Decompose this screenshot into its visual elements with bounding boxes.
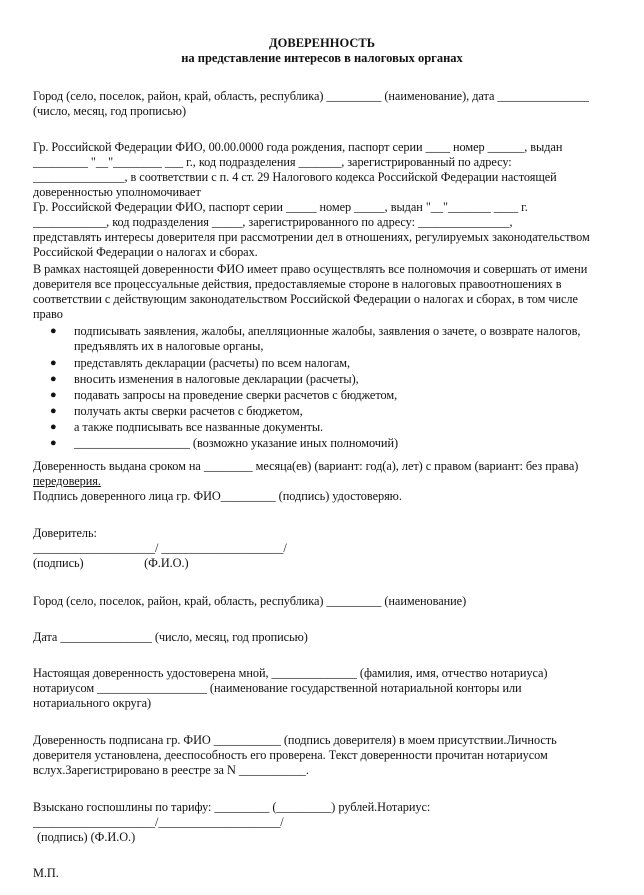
bullet-dot-icon: ● [50, 405, 57, 417]
grantor-captions: (подпись) (Ф.И.О.) [33, 556, 189, 570]
powers-line-1: В рамках настоящей доверенности ФИО имеет право осуществлять все полномочия и совершать от имени [33, 262, 588, 276]
intro-line-1: Город (село, поселок, район, край, область, республика) _________ (наименование), дата _______________ [33, 89, 589, 103]
grantor-signature-line: ____________________/ ____________________/ [33, 541, 287, 555]
signed-line-2: доверителя установлена, дееспособность его проверена. Текст доверенности прочитан нотариусом [33, 748, 548, 762]
seal-mark: М.П. [33, 866, 59, 880]
notary-signature-captions: (подпись) (Ф.И.О.) [37, 830, 136, 844]
bullet-dot-icon: ● [50, 325, 57, 337]
grantor-label: Доверитель: [33, 526, 97, 540]
bullet-dot-icon: ● [50, 437, 57, 449]
notary-city-line: Город (село, поселок, район, край, область, республика) _________ (наименование) [33, 594, 467, 608]
bullet-dot-icon: ● [50, 373, 57, 385]
intro-line-2: (число, месяц, год прописью) [33, 104, 186, 118]
principal-line-3: _______________, в соответствии с п. 4 ст. 29 Налогового кодекса Российской Федерации настоящей [33, 170, 557, 184]
agent-line-1: Гр. Российской Федерации ФИО, паспорт серии _____ номер _____, выдан "__"_______ ____ г. [33, 200, 528, 214]
powers-line-3: соответствии с действующим законодательством Российской Федерации о налогах и сборах, в том числе [33, 292, 578, 306]
bullet-item-3: вносить изменения в налоговые декларации (расчеты), [74, 372, 359, 386]
bullet-item-1a: подписывать заявления, жалобы, апелляционные жалобы, заявления о зачете, о возврате налогов, [74, 324, 581, 338]
notary-date-line: Дата _______________ (число, месяц, год прописью) [33, 630, 308, 644]
bullet-dot-icon: ● [50, 421, 57, 433]
bullet-item-7: ___________________ (возможно указание иных полномочий) [74, 436, 399, 450]
certified-line-1: Настоящая доверенность удостоверена мной, ______________ (фамилия, имя, отчество нотариуса) [33, 666, 548, 680]
bullet-item-5: получать акты сверки расчетов с бюджетом, [74, 404, 303, 418]
signed-line-1: Доверенность подписана гр. ФИО ___________ (подпись доверителя) в моем присутствии.Личность [33, 733, 557, 747]
bullet-dot-icon: ● [50, 357, 57, 369]
agent-line-4: Российской Федерации о налогах и сборах. [33, 245, 258, 259]
principal-line-2: _________ "__"________ ___ г., код подразделения _______, зарегистрированный по адресу: [33, 155, 512, 169]
bullet-item-2: представлять декларации (расчеты) по всем налогам, [74, 356, 351, 370]
bullet-item-6: а также подписывать все названные документы. [74, 420, 324, 434]
agent-line-2: ____________, код подразделения _____, зарегистрированного по адресу: _______________, [33, 215, 513, 229]
bullet-dot-icon: ● [50, 389, 57, 401]
document-subtitle: на представление интересов в налоговых органах [181, 51, 463, 65]
term-line-1: Доверенность выдана сроком на ________ месяца(ев) (вариант: год(а), лет) с правом (вариант: без права) [33, 459, 579, 473]
principal-line-1: Гр. Российской Федерации ФИО, 00.00.0000 года рождения, паспорт серии ____ номер ______, выдан [33, 140, 563, 154]
signed-line-3: вслух.Зарегистрировано в реестре за N ___________. [33, 763, 309, 777]
certified-line-3: нотариального округа) [33, 696, 152, 710]
powers-line-2: доверителя все процессуальные действия, предоставляемые стороне в налоговых правоотношениях в [33, 277, 562, 291]
notary-signature-line: ____________________/____________________/ [33, 815, 284, 829]
term-line-3: Подпись доверенного лица гр. ФИО_________ (подпись) удостоверяю. [33, 489, 402, 503]
bullet-item-1b: предъявлять их в налоговые органы, [74, 339, 264, 353]
fee-line: Взыскано госпошлины по тарифу: _________ (_________) рублей.Нотариус: [33, 800, 431, 814]
term-line-2: передоверия. [33, 474, 101, 488]
bullet-item-4: подавать запросы на проведение сверки расчетов с бюджетом, [74, 388, 398, 402]
principal-line-4: доверенностью уполномочивает [33, 185, 201, 199]
agent-line-3: представлять интересы доверителя при рассмотрении дел в отношениях, регулируемых законодательством [33, 230, 590, 244]
powers-line-4: право [33, 307, 63, 321]
document-title: ДОВЕРЕННОСТЬ [269, 36, 375, 50]
certified-line-2: нотариусом __________________ (наименование государственной нотариальной конторы или [33, 681, 522, 695]
